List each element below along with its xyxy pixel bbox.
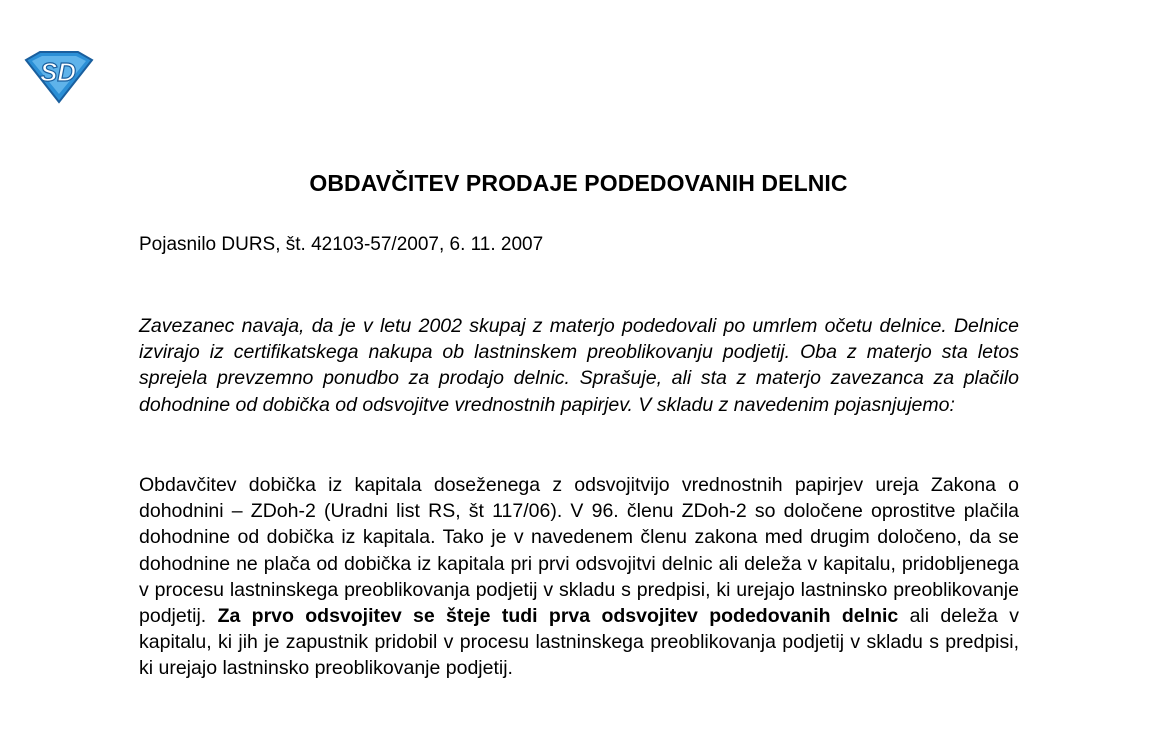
answer-text-bold: Za prvo odsvojitev se šteje tudi prva odsvojitev podedovanih delnic: [217, 605, 899, 628]
answer-text-part2: ali deleža v kapitalu, ki jih je zapustnik pridobil v procesu lastninskega preoblikovanja podjetij v skladu s predpisi, ki urejajo lastninsko preoblikovanje podjetij.: [139, 605, 1019, 680]
sd-logo-icon: [22, 50, 96, 104]
document-title: OBDAVČITEV PRODAJE PODEDOVANIH DELNIC: [309, 170, 848, 196]
svg-text:SD: SD: [39, 57, 77, 87]
answer-text-part1: Obdavčitev dobička iz kapitala doseženega z odsvojitvijo vrednostnih papirjev ureja Zakona o dohodnini – ZDoh-2 (Uradni list RS, št 117/06). V 96. členu ZDoh-2 so določene oprostitve plačila dohodnine od dobička iz kapitala. Tako je v navedenem členu zakona med drugim določeno, da se dohodnine ne plača od dobička iz kapitala pri prvi odsvojitvi delnic ali deleža v kapitalu, pridobljenega v procesu lastninskega preoblikovanja podjetij v skladu s predpisi, ki urejajo lastninsko preoblikovanje podjetij.: [139, 474, 1019, 628]
answer-paragraph: [139, 472, 1019, 682]
question-paragraph: Zavezanec navaja, da je v letu 2002 skupaj z materjo podedovali po umrlem očetu delnice. Delnice izvirajo iz certifikatskega nakupa ob lastninskem preoblikovanju podjetij. Oba z materjo sta letos sprejela prevzemno ponudbo za prodajo delnic. Sprašuje, ali sta z materjo zavezanca za plačilo dohodnine od dobička od odsvojitve vrednostnih papirjev. V skladu z navedenim pojasnjujemo:: [139, 315, 1019, 416]
document-source: Pojasnilo DURS, št. 42103-57/2007, 6. 11. 2007: [139, 234, 544, 255]
